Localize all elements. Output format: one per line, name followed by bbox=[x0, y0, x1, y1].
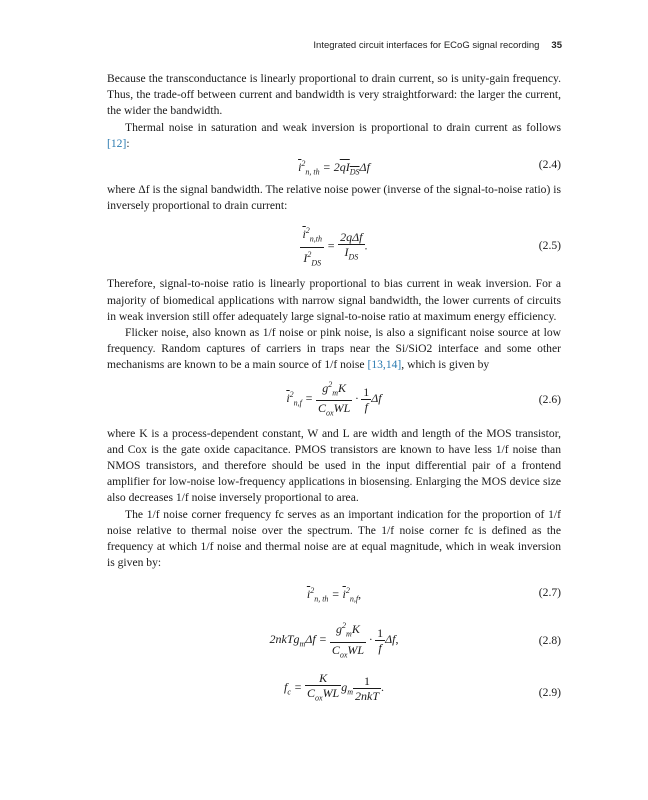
equation-2-6: $\overline{i}^2_{n,f}$ = $\frac{g^2_mK}{C_{ox}WL}$ · $\frac{1}{f}$ Δf (2.6) bbox=[286, 379, 561, 418]
equation-number-2-7: (2.7) bbox=[538, 586, 561, 600]
paragraph-5: Flicker noise, also known as 1/f noise or pink noise, is also a significant noise source at low frequency. Random captures of carriers in traps near the Si/SiO2 interface and some other mechanisms are known to be a main source of 1/f noise [13,14], which is given by bbox=[107, 326, 561, 372]
equation-2-7: $\overline{i}^2_{n, th} = \overline{i}^2_{n,f}$, (2.7) bbox=[306, 586, 561, 604]
paragraph-3: where Δf is the signal bandwidth. The relative noise power (inverse of the signal-to-noise ratio) is inversely proportional to drain current: bbox=[107, 183, 561, 213]
equation-2-5: $\frac{\overline{i}^2_{n,th}}{I^2_{DS}}$ = $\frac{\text{2qΔf}}{I_{DS}}$ . (2.5) bbox=[302, 226, 561, 268]
paragraph-7: The 1/f noise corner frequency fc serves as an important indication for the proportion of 1/f noise relative to thermal noise over the spectrum. The 1/f noise corner fc is defined as the frequency at which 1/f noise and thermal noise are at equal magnitude, which in weak inversion is given by: bbox=[107, 507, 561, 570]
equation-number-2-9: (2.9) bbox=[538, 686, 561, 700]
running-header bbox=[313, 40, 562, 51]
paragraph-2: Thermal noise in saturation and weak inversion is proportional to drain current as follows [12]: bbox=[107, 120, 561, 150]
equation-number-2-6: (2.6) bbox=[538, 392, 561, 406]
equation-2-8: 2nkTg$_m$Δf = $\frac{g^2_mK}{C_{ox}WL}$ · $\frac{1}{f}$ Δf, (2.8) bbox=[269, 621, 561, 660]
paragraph-1: Because the transconductance is linearly proportional to drain current, so is unity-gain frequency. Thus, the trade-off between current and bandwidth is very straightforward: the larger the current, the wider the bandwidth. bbox=[107, 72, 561, 118]
page-number: 35 bbox=[551, 40, 562, 51]
equation-number-2-8: (2.8) bbox=[538, 634, 561, 648]
equation-number-2-4: (2.4) bbox=[538, 158, 561, 172]
paragraph-6: where K is a process-dependent constant, W and L are width and length of the MOS transistor, and Cox is the gate oxide capacitance. PMOS transistors are known to have less 1/f noise than NMOS transistors, and therefore should be used in the input differential pair of a frontend amplifier for low-noise low-frequency applications in biosensing. Enlarging the MOS device size also decreases 1/f noise inversely proportional to area. bbox=[107, 426, 561, 505]
citation-12[interactable]: [12] bbox=[107, 136, 127, 150]
equation-2-4: $\overline{i}^2_{n, th} = 2qI_{DS}\Delta f$ (2.4) bbox=[298, 158, 561, 177]
citation-13-14[interactable]: [13,14] bbox=[367, 358, 402, 372]
main-text bbox=[107, 71, 561, 717]
running-title: Integrated circuit interfaces for ECoG signal recording bbox=[313, 40, 540, 51]
paragraph-4: Therefore, signal-to-noise ratio is linearly proportional to bias current in weak inversion. For a majority of biomedical applications with narrow signal bandwidth, the lower currents of circuits in weak inversion still offer adequately large signal-to-noise ratio at maximum energy efficiency. bbox=[107, 277, 561, 323]
equation-2-9: $f_c$ = $\frac{K}{C_{ox}WL}$ $g_m$ $\frac{1}{\text{2nkT}}$ . (2.9) bbox=[283, 671, 561, 704]
equation-number-2-5: (2.5) bbox=[538, 239, 561, 253]
